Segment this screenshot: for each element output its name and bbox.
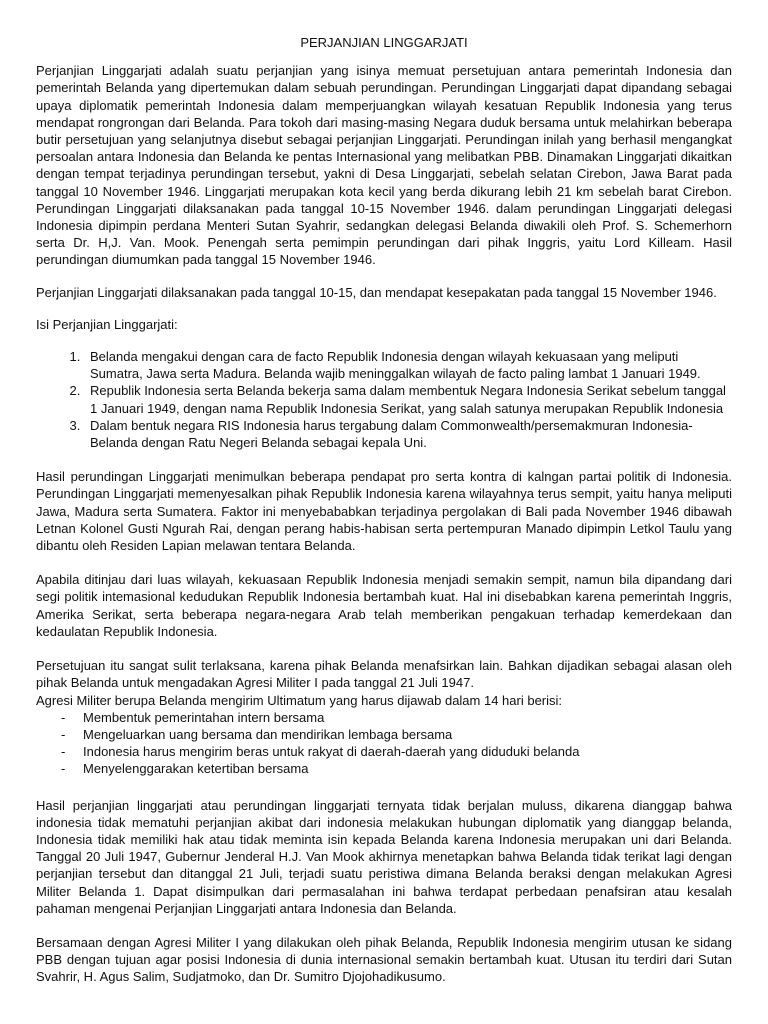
contents-heading: Isi Perjanjian Linggarjati: [36, 316, 178, 332]
agreement-paragraph: Persetujuan itu sangat sulit terlaksana, karena pihak Belanda menafsirkan lain. Bahkan dijadikan sebagai alasan oleh pihak Belanda untuk mengadakan Agresi Militer I pada tanggal 21 Juli 1947. [36, 658, 732, 691]
document-title: PERJANJIAN LINGGARJATI [300, 35, 468, 50]
list-item-text: Mengeluarkan uang bersama dan mendirikan lembaga bersama [83, 726, 453, 742]
politics-paragraph: Apabila ditinjau dari luas wilayah, kekuasaan Republik Indonesia menjadi semakin sempit, namun bila dipandang dari segi politik intemasional kedudukan Republik Indonesia bertambah kuat. Hal ini disebabkan karena pemerintah Inggris, Amerika Serikat, serta beberapa negara-negara Arab telah memberikan pengakuan terhadap kemerdekaan dan kedaulatan Republik Indonesia. [36, 572, 732, 639]
list-item [36, 760, 732, 777]
ultimatum-intro: Agresi Militer berupa Belanda mengirim Ultimatum yang harus dijawab dalam 14 hari berisi: [36, 692, 563, 708]
results-paragraph: Hasil perundingan Linggarjati menimulkan beberapa pendapat pro serta kontra di kalngan partai politik di Indonesia. Perundingan Linggarjati memenyesalkan pihak Republik Indonesia karena wilayahnya terus sempit, yaitu hanya meliputi Jawa, Madura serta Sumatera. Faktor ini menyebababkan terjadinya pergolakan di Bali pada November 1946 dibawah Letnan Kolonel Gusti Ngurah Rai, dengan perang habis-habisan serta pertempuran Manado dipimpin Letkol Taulu yang dibantu oleh Residen Lapian melawan tentara Belanda. [36, 469, 732, 554]
ultimatum-list [36, 709, 732, 778]
document-page [36, 34, 732, 986]
list-item-text: Menyelenggarakan ketertiban bersama [83, 761, 309, 777]
list-item [36, 709, 732, 726]
dash-marker: - [61, 761, 66, 777]
list-item [36, 726, 732, 743]
dash-marker: - [61, 726, 66, 742]
list-item: 1. Belanda mengakui dengan cara de facto Republik Indonesia dengan wilayah kekuasaan yang meliputi Sumatra, Jawa serta Madura. Belanda wajib meninggalkan wilayah de facto paling lambat 1 Januari 1949. [84, 348, 732, 382]
dates-paragraph: Perjanjian Linggarjati dilaksanakan pada tanggal 10-15, dan mendapat kesepakatan pada tanggal 15 November 1946. [36, 284, 717, 300]
contents-list [36, 348, 732, 451]
list-item: 3. Dalam bentuk negara RIS Indonesia harus tergabung dalam Commonwealth/persemakmuran Indonesia-Belanda dengan Ratu Negeri Belanda sebagai kepala Uni. [84, 417, 732, 451]
dash-marker: - [61, 744, 66, 760]
list-item: 2. Republik Indonesia serta Belanda bekerja sama dalam membentuk Negara Indonesia Serikat sebelum tanggal 1 Januari 1949, dengan nama Republik Indonesia Serikat, yang salah satunya merupakan Republik Indonesia [84, 382, 732, 416]
list-item [36, 743, 732, 760]
dash-marker: - [61, 709, 66, 725]
intro-paragraph: Perjanjian Linggarjati adalah suatu perjanjian yang isinya memuat persetujuan antara pemerintah Indonesia dan pemerintah Belanda yang dipertemukan dalam sebuah perundingan. Perundingan Linggarjati dapat dipandang sebagai upaya diplomatik pemerintah Indonesia dalam memperjuangkan wilayah kesatuan Republik Indonesia yang terus mendapat rongrongan dari Belanda. Para tokoh dari masing-masing Negara duduk bersama untuk melahirkan beberapa butir persetujuan yang selanjutnya disebut sebagai perjanjian Linggarjati. Perundingan inilah yang berhasil mengangkat persoalan antara Indonesia dan Belanda ke pentas Internasional yang melibatkan PBB. Dinamakan Linggarjati dikaitkan dengan tempat terjadinya perundingan tersebut, yakni di Desa Linggarjati, sebelah selatan Cirebon, Jawa Barat pada tanggal 10 November 1946. Linggarjati merupakan kota kecil yang berda dikurang lebih 21 km sebelah barat Cirebon. Perundingan Linggarjati dilaksanakan pada tanggal 10-15 November 1946. dalam perundingan Linggarjati delegasi Indonesia dipimpin perdana Menteri Sutan Syahrir, sedangkan delegasi Belanda diwakili oleh Prof. S. Schemerhorn serta Dr. H,J. Van. Mook. Penengah serta pemimpin perundingan dari pihak Inggris, yaitu Lord Killeam. Hasil perundingan diumumkan pada tanggal 15 November 1946. [36, 63, 732, 268]
outcome-paragraph: Hasil perjanjian linggarjati atau perundingan linggarjati ternyata tidak berjalan muluss, dikarena dianggap bahwa indonesia tidak mematuhi perjanjian akibat dari indonesia melakukan hubungan diplomatik yang dianggap belanda, Indonesia tidak memiliki hak atau tidak meminta isin kepada Belanda karena Indonesia merupakan uni dari Belanda. Tanggal 20 Juli 1947, Gubernur Jenderal H.J. Van Mook akhirnya menetapkan bahwa Belanda tidak terikat lagi dengan perjanjian tersebut dan ditanggal 21 Juli, terjadi suatu peristiwa dimana Belanda beraksi dengan melakukan Agresi Militer Belanda 1. Dapat disimpulkan dari permasalahan ini bahwa terdapat perbedaan penafsiran atau kesalah pahaman mengenai Perjanjian Linggarjati antara Indonesia dan Belanda. [36, 797, 732, 916]
pbb-paragraph: Bersamaan dengan Agresi Militer I yang dilakukan oleh pihak Belanda, Republik Indonesia mengirim utusan ke sidang PBB dengan tujuan agar posisi Indonesia di dunia internasional semakin bertambah kuat. Utusan itu terdiri dari Sutan Svahrir, H. Agus Salim, Sudjatmoko, dan Dr. Sumitro Djojohadikusumo. [36, 934, 732, 985]
list-item-text: Membentuk pemerintahan intern bersama [83, 709, 325, 725]
list-item-text: Indonesia harus mengirim beras untuk rakyat di daerah-daerah yang diduduki belanda [83, 744, 580, 760]
